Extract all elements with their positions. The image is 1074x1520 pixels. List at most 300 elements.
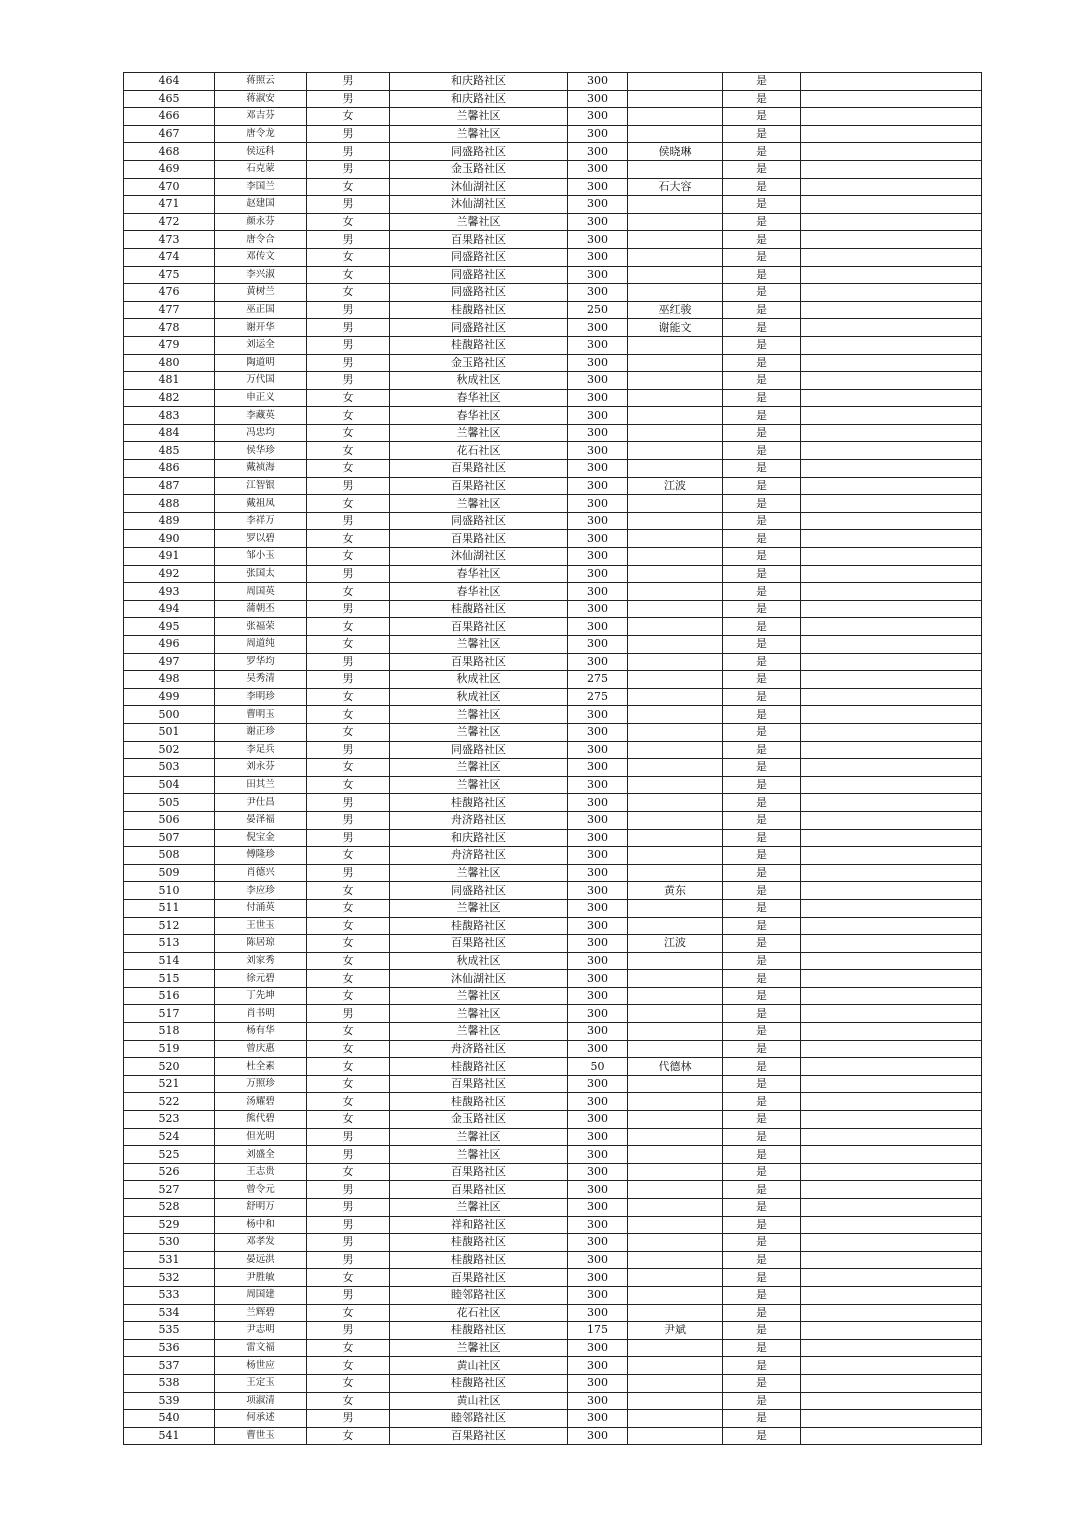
row-number-cell: 534 [124,1304,215,1322]
agent-name-cell [628,759,723,777]
confirmed-cell: 是 [723,1251,801,1269]
table-row [124,1286,982,1304]
agent-name-cell [628,1357,723,1375]
community-cell: 金玉路社区 [390,354,568,372]
gender-cell: 女 [307,424,390,442]
agent-name-cell [628,706,723,724]
person-name-cell: 兰辉碧 [215,1304,307,1322]
amount-cell: 300 [568,723,628,741]
remarks-cell [801,495,982,513]
row-number-cell: 532 [124,1269,215,1287]
community-cell: 兰馨社区 [390,1146,568,1164]
community-cell: 百果路社区 [390,1269,568,1287]
gender-cell: 男 [307,1199,390,1217]
remarks-cell [801,1093,982,1111]
person-name-cell: 曾庆惠 [215,1040,307,1058]
row-number-cell: 481 [124,372,215,390]
remarks-cell [801,213,982,231]
confirmed-cell: 是 [723,1374,801,1392]
row-number-cell: 508 [124,847,215,865]
table-row [124,741,982,759]
remarks-cell [801,460,982,478]
row-number-cell: 509 [124,864,215,882]
row-number-cell: 469 [124,160,215,178]
agent-name-cell [628,1269,723,1287]
community-cell: 兰馨社区 [390,706,568,724]
gender-cell: 男 [307,864,390,882]
community-cell: 百果路社区 [390,1181,568,1199]
agent-name-cell [628,1216,723,1234]
gender-cell: 女 [307,917,390,935]
row-number-cell: 492 [124,565,215,583]
remarks-cell [801,935,982,953]
community-cell: 百果路社区 [390,618,568,636]
amount-cell: 300 [568,266,628,284]
person-name-cell: 李国兰 [215,178,307,196]
table-row [124,231,982,249]
amount-cell: 300 [568,1392,628,1410]
amount-cell: 300 [568,372,628,390]
community-cell: 黄山社区 [390,1392,568,1410]
gender-cell: 男 [307,231,390,249]
table-row [124,1234,982,1252]
community-cell: 百果路社区 [390,1427,568,1445]
gender-cell: 女 [307,213,390,231]
confirmed-cell: 是 [723,248,801,266]
community-cell: 同盛路社区 [390,512,568,530]
person-name-cell: 傅隆珍 [215,847,307,865]
gender-cell: 男 [307,829,390,847]
table-row [124,178,982,196]
agent-name-cell: 谢能文 [628,319,723,337]
table-row [124,143,982,161]
remarks-cell [801,1251,982,1269]
community-cell: 沐仙湖社区 [390,548,568,566]
confirmed-cell: 是 [723,512,801,530]
person-name-cell: 赵建国 [215,196,307,214]
amount-cell: 300 [568,864,628,882]
confirmed-cell: 是 [723,231,801,249]
remarks-cell [801,706,982,724]
table-row [124,90,982,108]
gender-cell: 男 [307,1286,390,1304]
person-name-cell: 邓吉芬 [215,108,307,126]
community-cell: 兰馨社区 [390,776,568,794]
confirmed-cell: 是 [723,899,801,917]
gender-cell: 男 [307,90,390,108]
community-cell: 花石社区 [390,1304,568,1322]
gender-cell: 男 [307,354,390,372]
amount-cell: 250 [568,301,628,319]
community-cell: 百果路社区 [390,653,568,671]
amount-cell: 300 [568,1251,628,1269]
gender-cell: 男 [307,1410,390,1428]
agent-name-cell: 巫红骏 [628,301,723,319]
row-number-cell: 489 [124,512,215,530]
remarks-cell [801,1163,982,1181]
agent-name-cell [628,688,723,706]
amount-cell: 300 [568,741,628,759]
amount-cell: 300 [568,935,628,953]
row-number-cell: 506 [124,811,215,829]
table-row [124,530,982,548]
gender-cell: 男 [307,1216,390,1234]
agent-name-cell [628,231,723,249]
person-name-cell: 舒明万 [215,1199,307,1217]
row-number-cell: 515 [124,970,215,988]
gender-cell: 女 [307,987,390,1005]
remarks-cell [801,1181,982,1199]
row-number-cell: 473 [124,231,215,249]
row-number-cell: 468 [124,143,215,161]
table-row [124,1304,982,1322]
remarks-cell [801,1269,982,1287]
table-row [124,1005,982,1023]
row-number-cell: 527 [124,1181,215,1199]
gender-cell: 女 [307,548,390,566]
table-row [124,73,982,91]
person-name-cell: 杜全素 [215,1058,307,1076]
agent-name-cell [628,548,723,566]
remarks-cell [801,301,982,319]
gender-cell: 男 [307,125,390,143]
confirmed-cell: 是 [723,548,801,566]
agent-name-cell [628,1427,723,1445]
amount-cell: 300 [568,424,628,442]
person-name-cell: 王志贵 [215,1163,307,1181]
person-name-cell: 戴祖凤 [215,495,307,513]
amount-cell: 300 [568,495,628,513]
table-row [124,952,982,970]
amount-cell: 300 [568,618,628,636]
row-number-cell: 500 [124,706,215,724]
table-row [124,548,982,566]
agent-name-cell: 侯晓琳 [628,143,723,161]
remarks-cell [801,1322,982,1340]
confirmed-cell: 是 [723,811,801,829]
person-name-cell: 汤耀碧 [215,1093,307,1111]
remarks-cell [801,741,982,759]
agent-name-cell [628,248,723,266]
person-name-cell: 倪宝金 [215,829,307,847]
person-name-cell: 杨世应 [215,1357,307,1375]
community-cell: 兰馨社区 [390,899,568,917]
confirmed-cell: 是 [723,266,801,284]
confirmed-cell: 是 [723,952,801,970]
agent-name-cell [628,1111,723,1129]
community-cell: 舟济路社区 [390,811,568,829]
row-number-cell: 484 [124,424,215,442]
row-number-cell: 466 [124,108,215,126]
amount-cell: 300 [568,1374,628,1392]
agent-name-cell [628,196,723,214]
remarks-cell [801,864,982,882]
person-name-cell: 徐元碧 [215,970,307,988]
table-row [124,1075,982,1093]
person-name-cell: 尹胜敏 [215,1269,307,1287]
community-cell: 同盛路社区 [390,143,568,161]
row-number-cell: 490 [124,530,215,548]
agent-name-cell [628,1374,723,1392]
remarks-cell [801,372,982,390]
gender-cell: 女 [307,1058,390,1076]
table-row [124,354,982,372]
table-row [124,1322,982,1340]
remarks-cell [801,970,982,988]
table-row [124,688,982,706]
agent-name-cell [628,90,723,108]
remarks-cell [801,987,982,1005]
amount-cell: 300 [568,847,628,865]
gender-cell: 男 [307,653,390,671]
table-row [124,495,982,513]
person-name-cell: 李祥万 [215,512,307,530]
confirmed-cell: 是 [723,477,801,495]
confirmed-cell: 是 [723,1146,801,1164]
confirmed-cell: 是 [723,1181,801,1199]
community-cell: 春华社区 [390,389,568,407]
amount-cell: 50 [568,1058,628,1076]
remarks-cell [801,1339,982,1357]
confirmed-cell: 是 [723,1058,801,1076]
person-name-cell: 熊代碧 [215,1111,307,1129]
row-number-cell: 538 [124,1374,215,1392]
amount-cell: 300 [568,354,628,372]
amount-cell: 300 [568,1093,628,1111]
person-name-cell: 陈居琼 [215,935,307,953]
confirmed-cell: 是 [723,776,801,794]
remarks-cell [801,1023,982,1041]
amount-cell: 300 [568,460,628,478]
row-number-cell: 480 [124,354,215,372]
person-name-cell: 颜永芬 [215,213,307,231]
agent-name-cell [628,407,723,425]
gender-cell: 女 [307,1269,390,1287]
person-name-cell: 罗华均 [215,653,307,671]
remarks-cell [801,811,982,829]
table-row [124,1410,982,1428]
row-number-cell: 477 [124,301,215,319]
table-row [124,1093,982,1111]
person-name-cell: 肖书明 [215,1005,307,1023]
remarks-cell [801,354,982,372]
amount-cell: 175 [568,1322,628,1340]
gender-cell: 女 [307,1357,390,1375]
agent-name-cell [628,1286,723,1304]
person-name-cell: 项淑清 [215,1392,307,1410]
confirmed-cell: 是 [723,284,801,302]
confirmed-cell: 是 [723,1093,801,1111]
table-row [124,776,982,794]
confirmed-cell: 是 [723,618,801,636]
person-name-cell: 唐令合 [215,231,307,249]
remarks-cell [801,723,982,741]
row-number-cell: 533 [124,1286,215,1304]
community-cell: 金玉路社区 [390,160,568,178]
person-name-cell: 曹明玉 [215,706,307,724]
amount-cell: 300 [568,600,628,618]
remarks-cell [801,583,982,601]
table-row [124,671,982,689]
person-name-cell: 谢开华 [215,319,307,337]
gender-cell: 女 [307,1093,390,1111]
row-number-cell: 513 [124,935,215,953]
community-cell: 睦邻路社区 [390,1410,568,1428]
table-row [124,723,982,741]
table-row [124,1339,982,1357]
confirmed-cell: 是 [723,442,801,460]
community-cell: 桂馥路社区 [390,301,568,319]
row-number-cell: 531 [124,1251,215,1269]
amount-cell: 300 [568,917,628,935]
confirmed-cell: 是 [723,1339,801,1357]
amount-cell: 300 [568,829,628,847]
row-number-cell: 497 [124,653,215,671]
remarks-cell [801,477,982,495]
confirmed-cell: 是 [723,1322,801,1340]
gender-cell: 男 [307,336,390,354]
gender-cell: 女 [307,1075,390,1093]
remarks-cell [801,90,982,108]
agent-name-cell [628,970,723,988]
table-row [124,794,982,812]
remarks-cell [801,125,982,143]
amount-cell: 300 [568,1199,628,1217]
table-row [124,1216,982,1234]
community-cell: 兰馨社区 [390,1023,568,1041]
row-number-cell: 471 [124,196,215,214]
person-name-cell: 刘运全 [215,336,307,354]
table-row [124,1427,982,1445]
table-row [124,1251,982,1269]
amount-cell: 300 [568,442,628,460]
gender-cell: 女 [307,442,390,460]
gender-cell: 女 [307,407,390,425]
gender-cell: 男 [307,319,390,337]
remarks-cell [801,1040,982,1058]
person-name-cell: 吴秀清 [215,671,307,689]
remarks-cell [801,1128,982,1146]
gender-cell: 男 [307,741,390,759]
confirmed-cell: 是 [723,864,801,882]
gender-cell: 女 [307,389,390,407]
confirmed-cell: 是 [723,1023,801,1041]
confirmed-cell: 是 [723,583,801,601]
person-name-cell: 李兴淑 [215,266,307,284]
community-cell: 桂馥路社区 [390,1093,568,1111]
person-name-cell: 巫正国 [215,301,307,319]
confirmed-cell: 是 [723,935,801,953]
agent-name-cell [628,495,723,513]
row-number-cell: 493 [124,583,215,601]
confirmed-cell: 是 [723,1410,801,1428]
amount-cell: 300 [568,776,628,794]
roster-table [123,72,982,1445]
amount-cell: 300 [568,477,628,495]
gender-cell: 女 [307,1163,390,1181]
person-name-cell: 侯远科 [215,143,307,161]
table-row [124,125,982,143]
confirmed-cell: 是 [723,1269,801,1287]
person-name-cell: 万代国 [215,372,307,390]
table-row [124,1199,982,1217]
table-row [124,442,982,460]
person-name-cell: 王定玉 [215,1374,307,1392]
table-row [124,284,982,302]
gender-cell: 女 [307,1427,390,1445]
agent-name-cell [628,125,723,143]
remarks-cell [801,1304,982,1322]
remarks-cell [801,794,982,812]
agent-name-cell [628,829,723,847]
confirmed-cell: 是 [723,196,801,214]
row-number-cell: 498 [124,671,215,689]
amount-cell: 300 [568,1234,628,1252]
row-number-cell: 487 [124,477,215,495]
table-row [124,407,982,425]
community-cell: 桂馥路社区 [390,1374,568,1392]
community-cell: 百果路社区 [390,460,568,478]
amount-cell: 300 [568,653,628,671]
person-name-cell: 张福荣 [215,618,307,636]
community-cell: 桂馥路社区 [390,1322,568,1340]
person-name-cell: 江智银 [215,477,307,495]
confirmed-cell: 是 [723,178,801,196]
row-number-cell: 482 [124,389,215,407]
community-cell: 秋成社区 [390,952,568,970]
agent-name-cell [628,266,723,284]
gender-cell: 女 [307,1023,390,1041]
gender-cell: 女 [307,1111,390,1129]
amount-cell: 300 [568,178,628,196]
person-name-cell: 李明珍 [215,688,307,706]
person-name-cell: 蒋照云 [215,73,307,91]
remarks-cell [801,899,982,917]
table-row [124,1146,982,1164]
table-row [124,1181,982,1199]
amount-cell: 300 [568,108,628,126]
gender-cell: 女 [307,688,390,706]
person-name-cell: 田其兰 [215,776,307,794]
gender-cell: 男 [307,73,390,91]
row-number-cell: 537 [124,1357,215,1375]
community-cell: 舟济路社区 [390,847,568,865]
row-number-cell: 478 [124,319,215,337]
gender-cell: 女 [307,882,390,900]
table-row [124,389,982,407]
remarks-cell [801,565,982,583]
community-cell: 兰馨社区 [390,636,568,654]
community-cell: 百果路社区 [390,1075,568,1093]
community-cell: 沐仙湖社区 [390,196,568,214]
row-number-cell: 529 [124,1216,215,1234]
confirmed-cell: 是 [723,1163,801,1181]
community-cell: 春华社区 [390,407,568,425]
confirmed-cell: 是 [723,143,801,161]
remarks-cell [801,1058,982,1076]
confirmed-cell: 是 [723,987,801,1005]
community-cell: 兰馨社区 [390,108,568,126]
gender-cell: 女 [307,1392,390,1410]
remarks-cell [801,530,982,548]
person-name-cell: 何承述 [215,1410,307,1428]
confirmed-cell: 是 [723,213,801,231]
person-name-cell: 王世玉 [215,917,307,935]
table-row [124,706,982,724]
remarks-cell [801,143,982,161]
community-cell: 百果路社区 [390,231,568,249]
row-number-cell: 472 [124,213,215,231]
